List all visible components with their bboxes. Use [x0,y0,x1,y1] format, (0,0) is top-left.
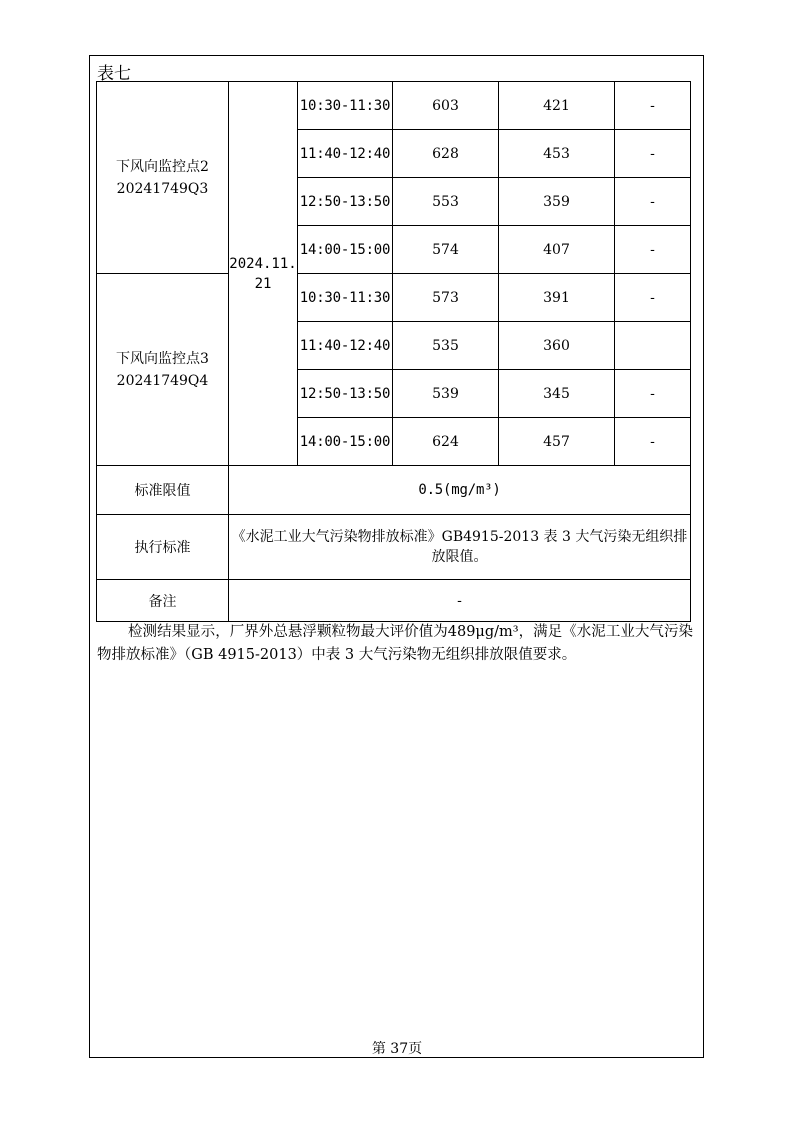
time-cell: 14:00-15:00 [298,418,393,466]
value-cell: 421 [499,82,615,130]
time-cell: 12:50-13:50 [298,370,393,418]
table-row [97,580,691,622]
value-cell: - [615,130,691,178]
time-cell: 12:50-13:50 [298,178,393,226]
table-row [97,515,691,580]
value-cell: - [615,418,691,466]
value-cell: 624 [393,418,499,466]
value-cell: 603 [393,82,499,130]
value-cell: 407 [499,226,615,274]
value-cell: 573 [393,274,499,322]
value-cell: - [615,82,691,130]
table-row [97,82,691,130]
time-cell: 10:30-11:30 [298,274,393,322]
monitoring-point-name: 下风向监控点3 [116,350,209,367]
monitoring-point-name: 下风向监控点2 [116,158,209,175]
sampling-date: 2024.11.21 [229,82,298,466]
page-number: 第 37页 [371,1041,423,1057]
monitoring-point-cell [97,82,229,274]
limit-value: 0.5(mg/m³) [229,466,691,515]
limit-label: 标准限值 [97,466,229,515]
time-cell: 10:30-11:30 [298,82,393,130]
time-cell: 11:40-12:40 [298,130,393,178]
value-cell: 359 [499,178,615,226]
value-cell: - [615,370,691,418]
table-row [97,466,691,515]
value-cell [615,322,691,370]
value-cell: - [615,274,691,322]
monitoring-table [96,81,691,622]
conclusion-paragraph: 检测结果显示，厂界外总悬浮颗粒物最大评价值为489μg/m³，满足《水泥工业大气污染物排放标准》（GB 4915-2013）中表 3 大气污染物无组织排放限值要求。 [97,624,693,663]
monitoring-point-cell [97,274,229,466]
value-cell: 391 [499,274,615,322]
value-cell: 535 [393,322,499,370]
value-cell: 628 [393,130,499,178]
value-cell: - [615,226,691,274]
time-cell: 14:00-15:00 [298,226,393,274]
sample-id: 20241749Q4 [116,372,209,389]
value-cell: 360 [499,322,615,370]
value-cell: 539 [393,370,499,418]
time-cell: 11:40-12:40 [298,322,393,370]
value-cell: 553 [393,178,499,226]
standard-value: 《水泥工业大气污染物排放标准》GB4915-2013 表 3 大气污染无组织排放限值。 [229,515,691,580]
value-cell: 453 [499,130,615,178]
standard-label: 执行标准 [97,515,229,580]
value-cell: - [615,178,691,226]
table-row [97,274,691,322]
remarks-value: - [229,580,691,622]
value-cell: 574 [393,226,499,274]
sample-id: 20241749Q3 [116,180,209,197]
remarks-label: 备注 [97,580,229,622]
value-cell: 457 [499,418,615,466]
value-cell: 345 [499,370,615,418]
table-caption: 表七 [97,64,131,84]
